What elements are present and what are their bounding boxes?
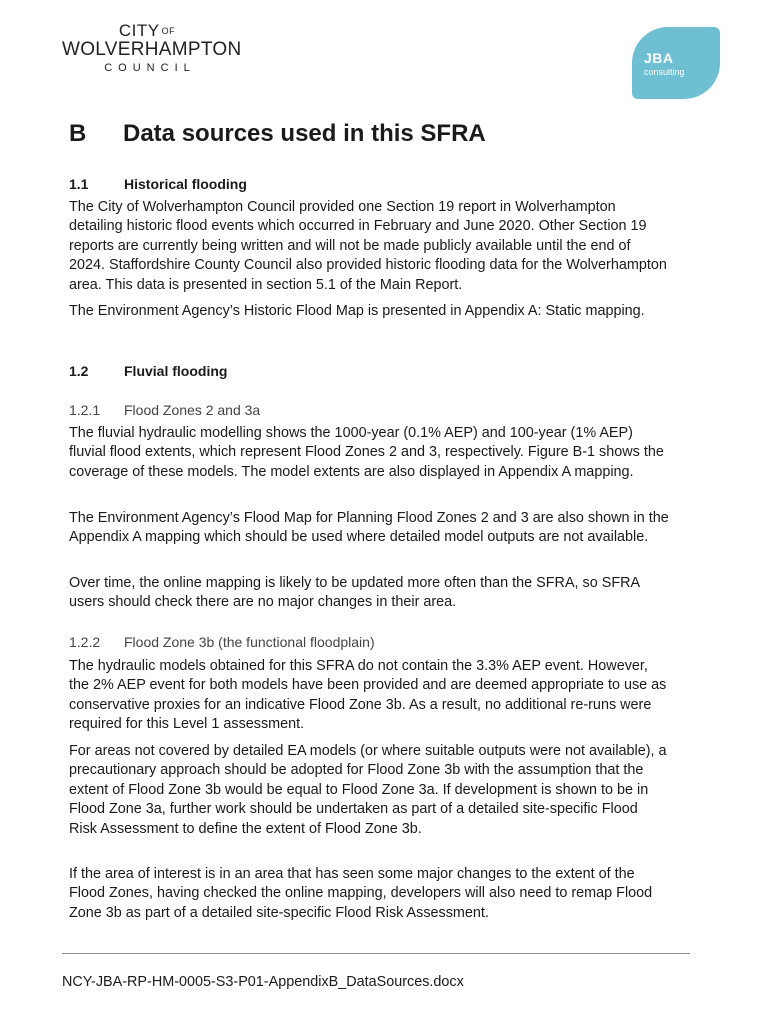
appendix-letter: B bbox=[69, 120, 87, 147]
heading-fluvial-flooding: 1.2 Fluvial flooding bbox=[69, 363, 228, 379]
logo-line-council: COUNCIL bbox=[104, 62, 196, 74]
heading-flood-zones-2-3a: 1.2.1 Flood Zones 2 and 3a bbox=[69, 402, 261, 418]
footer-divider bbox=[62, 953, 690, 954]
flood-zones-paragraph-3: Over time, the online mapping is likely to be updated more often than the SFRA, so SFRA users should check there are no major changes in their area. bbox=[69, 575, 640, 611]
city-of-wolverhampton-council-logo bbox=[62, 21, 242, 78]
historical-paragraph-2: The Environment Agency’s Historic Flood Map is presented in Appendix A: Static mapping. bbox=[69, 303, 645, 319]
flood-zones-paragraph-1: The fluvial hydraulic modelling shows the 1000-year (0.1% AEP) and 100-year (1% AEP) fluvial flood extents, which represent Flood Zones 2 and 3, respectively. Figure B-1 shows the coverage of these models. The model extents are also displayed in Appendix A mapping. bbox=[69, 425, 664, 480]
jba-consulting-logo bbox=[632, 27, 720, 99]
appendix-heading bbox=[69, 120, 486, 148]
appendix-title: Data sources used in this SFRA bbox=[123, 120, 486, 147]
flood-zone-3b-paragraph-2: For areas not covered by detailed EA models (or where suitable outputs were not available), a precautionary approach should be adopted for Flood Zone 3b with the assumption that the extent of Flood Zone 3b would be equal to Flood Zone 3a. If development is shown to be in Flood Zone 3a, further work should be undertaken as part of a detailed site-specific Flood Risk Assessment to define the extent of Flood Zone 3b. bbox=[69, 743, 667, 837]
historical-paragraph-1: The City of Wolverhampton Council provided one Section 19 report in Wolverhampton detailing historic flood events which occurred in February and June 2020. Other Section 19 reports are currently being written and will not be made publicly available until the end of 2024. Staffordshire County Council also provided historic flooding data for the Wolverhampton area. This data is presented in section 5.1 of the Main Report. bbox=[69, 199, 667, 293]
logo-line-city: CITY $^{OF}$ bbox=[118, 21, 176, 40]
heading-flood-zone-3b: 1.2.2 Flood Zone 3b (the functional floodplain) bbox=[69, 634, 375, 650]
footer-filename: NCY-JBA-RP-HM-0005-S3-P01-AppendixB_DataSources.docx bbox=[62, 974, 464, 990]
logo-line-wolverhampton: WOLVERHAMPTON bbox=[62, 39, 242, 60]
jba-logo-name: JBA bbox=[644, 50, 674, 66]
heading-historical-flooding: 1.1 Historical flooding bbox=[69, 176, 247, 192]
jba-logo-tagline: consulting bbox=[644, 67, 685, 77]
flood-zones-paragraph-2: The Environment Agency’s Flood Map for Planning Flood Zones 2 and 3 are also shown in the Appendix A mapping which should be used where detailed model outputs are not available. bbox=[69, 510, 669, 546]
flood-zone-3b-paragraph-1: The hydraulic models obtained for this SFRA do not contain the 3.3% AEP event. However, the 2% AEP event for both models have been provided and are deemed appropriate to use as conservative proxies for an indicative Flood Zone 3b. As a result, no additional re-runs were required for this Level 1 assessment. bbox=[69, 658, 667, 733]
flood-zone-3b-paragraph-3: If the area of interest is in an area that has seen some major changes to the extent of the Flood Zones, having checked the online mapping, developers will also need to remap Flood Zone 3b as part of a detailed site-specific Flood Risk Assessment. bbox=[69, 866, 653, 921]
